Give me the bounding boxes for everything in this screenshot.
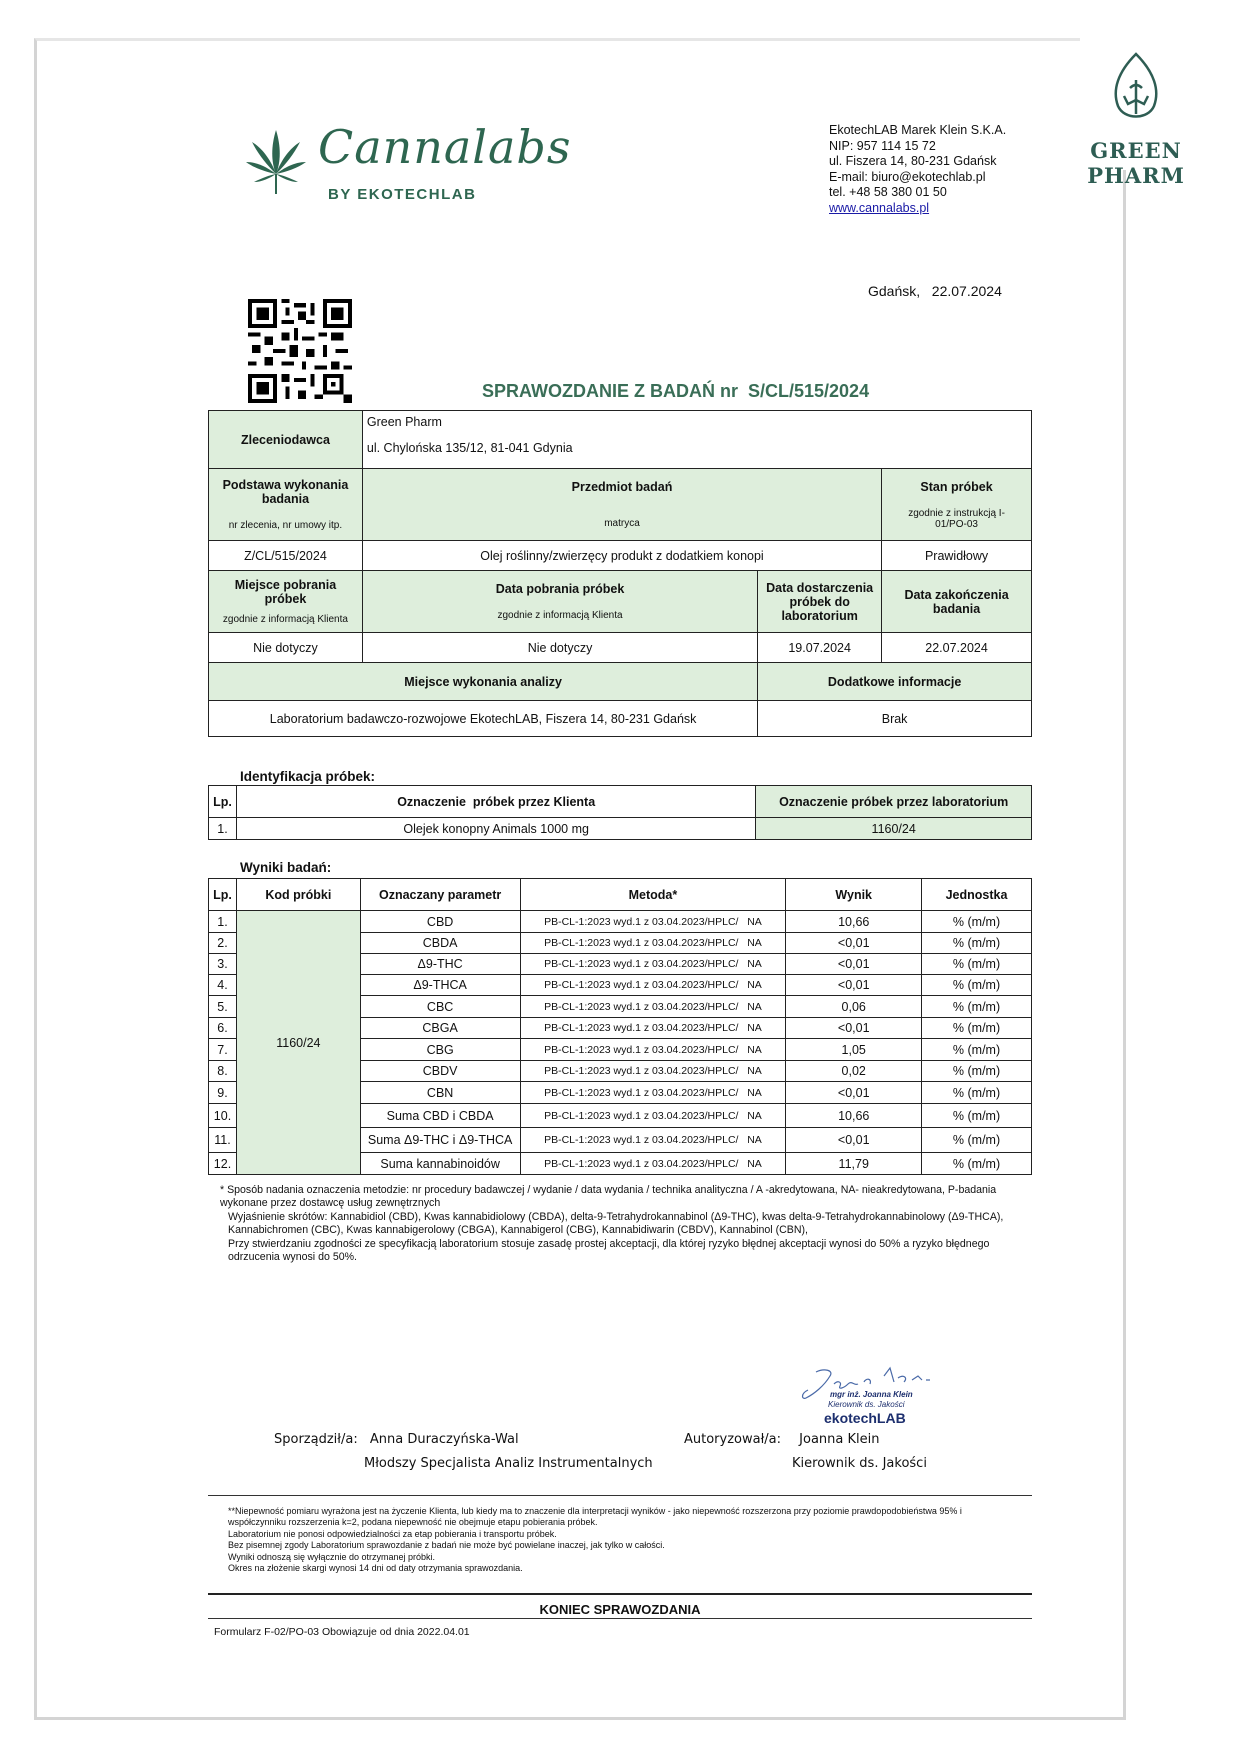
id-row-lab: 1160/24: [756, 818, 1032, 840]
id-header-lp: Lp.: [209, 786, 237, 818]
row-method: PB-CL-1:2023 wyd.1 z 03.04.2023/HPLC/ NA: [520, 933, 786, 954]
footnote-uncertainty: **Niepewność pomiaru wyrażona jest na życzenie Klienta, lub kiedy ma to znaczenie dla interpretacji wyników - jako niepewność rozszerzona przy poziomie prawdopodobieństwa 95% i współczynniku rozszerzenia k=2, podana niepewność nie obejmuje etapu pobierania próbek.: [228, 1506, 962, 1528]
row-param: Δ9-THC: [360, 954, 520, 975]
row-result: 0,02: [786, 1061, 922, 1082]
row-param: CBC: [360, 996, 520, 1018]
row-method: PB-CL-1:2023 wyd.1 z 03.04.2023/HPLC/ NA: [520, 954, 786, 975]
company-name: EkotechLAB Marek Klein S.K.A.: [829, 123, 1007, 137]
row-method: PB-CL-1:2023 wyd.1 z 03.04.2023/HPLC/ NA: [520, 1128, 786, 1153]
sampling-date-sublabel: zgodnie z informacją Klienta: [497, 610, 623, 621]
identification-table: [208, 785, 1032, 840]
row-param: CBGA: [360, 1018, 520, 1039]
cannabis-leaf-icon: [244, 128, 308, 198]
end-divider-top: [208, 1593, 1032, 1595]
row-lp: 8.: [209, 1061, 237, 1082]
company-nip: NIP: 957 114 15 72: [829, 138, 936, 153]
sampling-date-label: Data pobrania próbek: [495, 582, 625, 596]
results-table: [208, 878, 1032, 1175]
row-result: 10,66: [786, 911, 922, 933]
row-param: Suma kannabinoidów: [360, 1153, 520, 1175]
method-notes: [220, 1184, 1018, 1264]
company-tel: tel. +48 58 380 01 50: [829, 185, 947, 199]
row-unit: % (m/m): [922, 1018, 1032, 1039]
state-header: [882, 469, 1032, 541]
authorized-by-block: [684, 1432, 880, 1447]
basis-header: [209, 469, 363, 541]
results-header-code: Kod próbki: [236, 879, 360, 911]
row-unit: % (m/m): [922, 1128, 1032, 1153]
analysis-place-label: Miejsce wykonania analizy: [209, 663, 758, 701]
sample-code-cell: 1160/24: [236, 911, 360, 1175]
stamp-name: mgr inż. Joanna Klein: [830, 1390, 913, 1399]
prepared-name: Anna Duraczyńska-Wal: [369, 1432, 519, 1447]
footnote-complaints: Okres na złożenie skargi wynosi 14 dni od daty otrzymania sprawozdania.: [228, 1563, 523, 1574]
row-result: <0,01: [786, 933, 922, 954]
sampling-date-value: Nie dotyczy: [362, 633, 757, 663]
delivery-date-label: Data dostarczenia próbek do laboratorium: [758, 571, 882, 633]
sampling-place-value: Nie dotyczy: [209, 633, 363, 663]
form-id: Formularz F-02/PO-03 Obowiązuje od dnia 2022.04.01: [214, 1626, 470, 1638]
row-result: 11,79: [786, 1153, 922, 1175]
sampling-date-header: [362, 571, 757, 633]
row-unit: % (m/m): [922, 1104, 1032, 1128]
row-method: PB-CL-1:2023 wyd.1 z 03.04.2023/HPLC/ NA: [520, 1082, 786, 1104]
end-date-label: Data zakończenia badania: [882, 571, 1032, 633]
row-result: <0,01: [786, 1018, 922, 1039]
row-lp: 5.: [209, 996, 237, 1018]
client-address: ul. Chylońska 135/12, 81-041 Gdynia: [366, 441, 573, 455]
identification-heading: Identyfikacja próbek:: [240, 769, 376, 784]
row-unit: % (m/m): [922, 911, 1032, 933]
authorized-name: Joanna Klein: [799, 1432, 880, 1447]
analysis-place-value: Laboratorium badawczo-rozwojowe EkotechLAB, Fiszera 14, 80-231 Gdańsk: [209, 701, 758, 737]
row-param: CBDA: [360, 933, 520, 954]
delivery-date-value: 19.07.2024: [758, 633, 882, 663]
stamp-role: Kierownik ds. Jakości: [828, 1400, 905, 1409]
results-header-unit: Jednostka: [922, 879, 1032, 911]
row-method: PB-CL-1:2023 wyd.1 z 03.04.2023/HPLC/ NA: [520, 975, 786, 996]
prepared-by-block: [274, 1432, 519, 1447]
row-param: Suma CBD i CBDA: [360, 1104, 520, 1128]
id-header-lab: Oznaczenie próbek przez laboratorium: [756, 786, 1032, 818]
row-result: <0,01: [786, 1128, 922, 1153]
results-body: [209, 911, 1032, 1175]
cannalabs-logo: [244, 120, 572, 214]
footnote-divider: [208, 1495, 1032, 1496]
row-result: 1,05: [786, 1039, 922, 1061]
additional-info-label: Dodatkowe informacje: [758, 663, 1032, 701]
row-param: Suma Δ9-THC i Δ9-THCA: [360, 1128, 520, 1153]
results-heading: Wyniki badań:: [240, 860, 332, 875]
row-unit: % (m/m): [922, 954, 1032, 975]
client-name: Green Pharm: [366, 415, 442, 429]
green-pharm-wordmark: GREEN PHARM: [1087, 138, 1185, 188]
id-row-lp: 1.: [209, 818, 237, 840]
row-method: PB-CL-1:2023 wyd.1 z 03.04.2023/HPLC/ NA: [520, 1153, 786, 1175]
subject-label: Przedmiot badań: [571, 480, 673, 494]
note-acceptance: Przy stwierdzaniu zgodności ze specyfikacją laboratorium stosuje zasadę prostej akceptacji, dla której ryzyko błędnej akceptacji wynosi do 50% a ryzyko błędnego odrzucenia wynosi do 50%.: [228, 1237, 990, 1264]
authorized-label: Autoryzował/a:: [684, 1432, 782, 1447]
row-lp: 2.: [209, 933, 237, 954]
green-pharm-leaf-icon: [1106, 50, 1166, 130]
client-cell: [362, 411, 1031, 469]
state-sublabel: zgodnie z instrukcją I-01/PO-03: [908, 507, 1005, 530]
results-header-method: Metoda*: [520, 879, 786, 911]
basis-value: Z/CL/515/2024: [209, 541, 363, 571]
stamp-logo: ekotechLAB: [824, 1410, 906, 1426]
basis-label: Podstawa wykonania badania: [222, 478, 349, 506]
qr-code[interactable]: [248, 299, 352, 403]
id-header-client: Oznaczenie próbek przez Klienta: [236, 786, 755, 818]
row-method: PB-CL-1:2023 wyd.1 z 03.04.2023/HPLC/ NA: [520, 1104, 786, 1128]
row-lp: 3.: [209, 954, 237, 975]
company-info: [829, 123, 1006, 216]
results-header-result: Wynik: [786, 879, 922, 911]
row-param: CBN: [360, 1082, 520, 1104]
subject-header: [362, 469, 881, 541]
row-result: <0,01: [786, 975, 922, 996]
sampling-place-label: Miejsce pobrania próbek: [234, 578, 337, 606]
state-value: Prawidłowy: [882, 541, 1032, 571]
place-date: Gdańsk, 22.07.2024: [868, 283, 1002, 299]
row-method: PB-CL-1:2023 wyd.1 z 03.04.2023/HPLC/ NA: [520, 1061, 786, 1082]
row-unit: % (m/m): [922, 1039, 1032, 1061]
row-unit: % (m/m): [922, 1153, 1032, 1175]
sampling-place-header: [209, 571, 363, 633]
company-website-link[interactable]: www.cannalabs.pl: [829, 200, 930, 215]
row-unit: % (m/m): [922, 933, 1032, 954]
row-param: CBG: [360, 1039, 520, 1061]
end-divider-bottom: [208, 1618, 1032, 1619]
order-info-table: [208, 410, 1032, 737]
row-unit: % (m/m): [922, 1061, 1032, 1082]
row-result: <0,01: [786, 954, 922, 975]
footnote-sampling: Laboratorium nie ponosi odpowiedzialności za etap pobierania i transportu próbek.: [228, 1528, 557, 1539]
results-header-param: Oznaczany parametr: [360, 879, 520, 911]
end-of-report: KONIEC SPRAWOZDANIA: [539, 1602, 701, 1617]
row-result: 0,06: [786, 996, 922, 1018]
row-unit: % (m/m): [922, 975, 1032, 996]
footnote-results: Wyniki odnoszą się wyłącznie do otrzymanej próbki.: [228, 1551, 436, 1562]
prepared-role: Młodszy Specjalista Analiz Instrumentalnych: [364, 1456, 653, 1471]
subject-value: Olej roślinny/zwierzęcy produkt z dodatkiem konopi: [362, 541, 881, 571]
row-lp: 6.: [209, 1018, 237, 1039]
row-param: CBDV: [360, 1061, 520, 1082]
report-title: SPRAWOZDANIE Z BADAŃ nr S/CL/515/2024: [482, 381, 870, 401]
footnotes: [228, 1506, 968, 1574]
row-method: PB-CL-1:2023 wyd.1 z 03.04.2023/HPLC/ NA: [520, 996, 786, 1018]
prepared-label: Sporządził/a:: [274, 1432, 358, 1447]
row-lp: 10.: [209, 1104, 237, 1128]
company-email: E-mail: biuro@ekotechlab.pl: [829, 169, 986, 184]
results-row: [209, 911, 1032, 933]
cannalabs-wordmark: Cannalabs: [318, 120, 572, 174]
row-param: CBD: [360, 911, 520, 933]
footnote-copy: Bez pisemnej zgody Laboratorium sprawozdanie z badań nie może być powielane inaczej, jak tylko w całości.: [228, 1540, 665, 1551]
basis-sublabel: nr zlecenia, nr umowy itp.: [228, 520, 343, 531]
row-unit: % (m/m): [922, 996, 1032, 1018]
subject-sublabel: matryca: [604, 518, 640, 529]
note-abbreviations: Wyjaśnienie skrótów: Kannabidiol (CBD), Kwas kannabidiolowy (CBDA), delta-9-Tetrahydrokannabinol (Δ9-THC), kwas delta-9-Tetrahydrokannabinolowy (Δ9-THCA), Kannabichromen (CBC), Kwas kannabigerolowy (CBGA), Kannabigerol (CBG), Kannabidiwarin (CBDV), Kannabinol (CBN),: [228, 1210, 1004, 1237]
row-lp: 7.: [209, 1039, 237, 1061]
authorized-role: Kierownik ds. Jakości: [792, 1456, 927, 1471]
id-row-client: Olejek konopny Animals 1000 mg: [236, 818, 755, 840]
state-label: Stan próbek: [920, 479, 993, 494]
sampling-place-sublabel: zgodnie z informacją Klienta: [222, 614, 348, 625]
green-pharm-logo: [1046, 50, 1236, 188]
company-address: ul. Fiszera 14, 80-231 Gdańsk: [829, 154, 997, 168]
client-label: Zleceniodawca: [209, 411, 363, 469]
cannalabs-subtitle: BY EKOTECHLAB: [328, 186, 477, 203]
row-method: PB-CL-1:2023 wyd.1 z 03.04.2023/HPLC/ NA: [520, 1018, 786, 1039]
row-lp: 4.: [209, 975, 237, 996]
row-method: PB-CL-1:2023 wyd.1 z 03.04.2023/HPLC/ NA: [520, 911, 786, 933]
row-unit: % (m/m): [922, 1082, 1032, 1104]
note-method: * Sposób nadania oznaczenia metodzie: nr procedury badawczej / wydanie / data wydania / technika analityczna / A -akredytowana, NA- nieakredytowana, P-badania wykonane przez dostawcę usług zewnętrznych: [220, 1184, 997, 1210]
row-method: PB-CL-1:2023 wyd.1 z 03.04.2023/HPLC/ NA: [520, 1039, 786, 1061]
end-date-value: 22.07.2024: [882, 633, 1032, 663]
row-param: Δ9-THCA: [360, 975, 520, 996]
row-lp: 9.: [209, 1082, 237, 1104]
additional-info-value: Brak: [758, 701, 1032, 737]
signature-stamp: [794, 1364, 954, 1424]
row-result: <0,01: [786, 1082, 922, 1104]
row-result: 10,66: [786, 1104, 922, 1128]
row-lp: 11.: [209, 1128, 237, 1153]
row-lp: 12.: [209, 1153, 237, 1175]
results-header-lp: Lp.: [209, 879, 237, 911]
row-lp: 1.: [209, 911, 237, 933]
